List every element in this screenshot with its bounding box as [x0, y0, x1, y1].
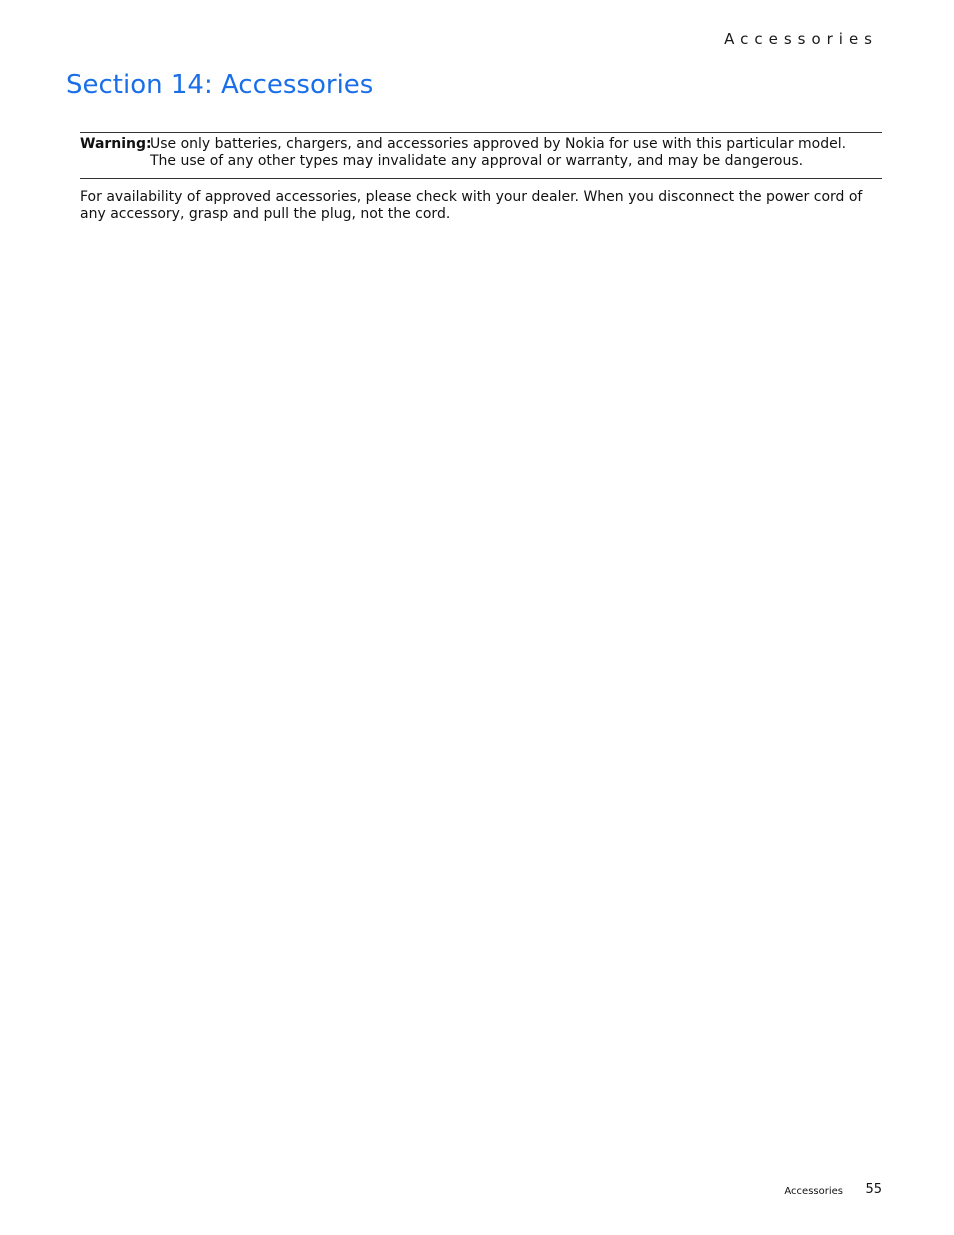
page-title: Section 14: Accessories [66, 70, 374, 100]
page-number: 55 [865, 1182, 882, 1197]
footer-label: Accessories [784, 1186, 843, 1197]
warning-box [80, 132, 882, 179]
warning-label: Warning: [80, 136, 152, 152]
warning-text: Use only batteries, chargers, and accessories approved by Nokia for use with this particular model. The use of any other types may invalidate any approval or warranty, and may be dangerous. [150, 136, 847, 169]
running-header: Accessories [724, 30, 878, 48]
body-paragraph: For availability of approved accessories, please check with your dealer. When you disconnect the power cord of any accessory, grasp and pull the plug, not the cord. [80, 189, 863, 222]
